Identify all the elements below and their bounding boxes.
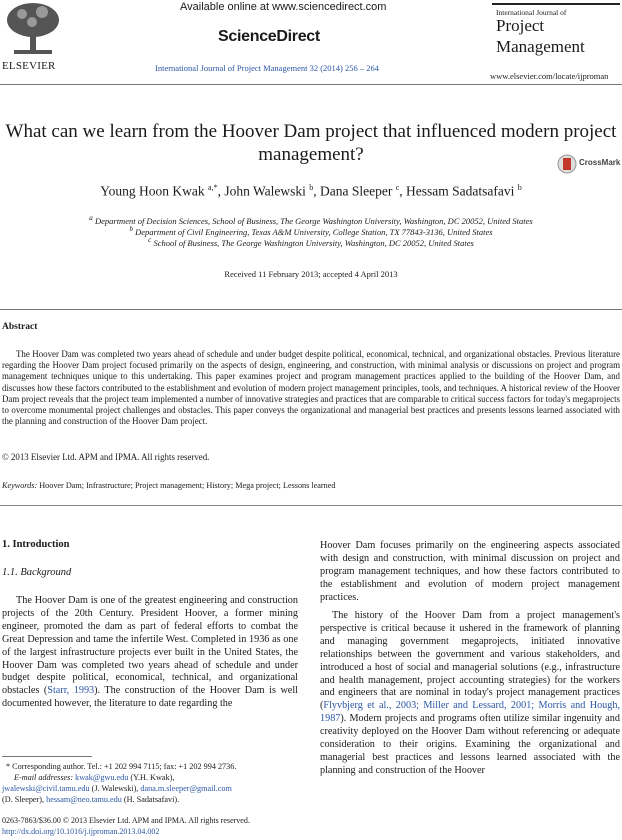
header-divider: [0, 84, 622, 85]
affiliation-sup: a: [89, 214, 93, 222]
elsevier-tree-logo: [2, 0, 64, 60]
keywords-label: Keywords:: [2, 481, 38, 490]
footnote-rule: [2, 756, 92, 757]
citation-link[interactable]: Starr, 1993: [47, 685, 95, 697]
crossmark-icon: [557, 153, 577, 175]
issn-block: [2, 815, 250, 837]
keywords-line: [2, 481, 335, 490]
email-owner: (H. Sadatsafavi).: [123, 795, 180, 804]
subsection-heading: 1.1. Background: [2, 567, 72, 578]
received-dates: Received 11 February 2013; accepted 4 April 2013: [224, 269, 398, 279]
citation-link[interactable]: Flyvbjerg et al., 2003; Miller and Lessard, 2001; Morris and Hough, 1987: [320, 700, 620, 725]
corresponding-author: * Corresponding author. Tel.: +1 202 994 7115; fax: +1 202 994 2736.: [6, 762, 237, 771]
sciencedirect-logo[interactable]: ScienceDirect: [218, 28, 320, 45]
left-column-paragraph: [2, 595, 298, 711]
email-owner: (Y.H. Kwak),: [130, 773, 175, 782]
body-divider: [0, 505, 622, 506]
abstract-body: The Hoover Dam was completed two years ahead of schedule and under budget despite political, economical, technical, and organizational obstacles. Previous literature regarding the Hoover Dam project focused primarily on the aspects of design, engineering, and construction, with minimal analysis or discussions on project and program management techniques unique to this undertaking. This paper examines project and program management practices applied to the building of the Hoover Dam, and discusses how these factors contributed to the establishment and evolution of modern project management principles, tools, and techniques. A historical review of the Hoover Dam project reveals that the project team implemented a number of innovative strategies and practices that are comparable to critical success factors for today's megaprojects to overcome monumental project challenges and obstacles. This paper conveys the organizational and managerial best practices and presents lessons learned associated with the planning and construction of the Hoover Dam project.: [2, 349, 620, 427]
email-owner: (D. Sleeper),: [2, 795, 45, 804]
right-column-paragraph: [320, 610, 620, 778]
abstract-heading: Abstract: [2, 322, 38, 332]
section-heading: 1. Introduction: [2, 539, 70, 550]
journal-reference-link[interactable]: International Journal of Project Management 32 (2014) 256 – 264: [155, 63, 380, 73]
crossmark-badge[interactable]: [557, 153, 621, 175]
author-sup: b: [517, 183, 522, 192]
keywords-text: Hoover Dam; Infrastructure; Project management; History; Mega project; Lessons learned: [39, 481, 336, 490]
affiliation-sup: b: [129, 225, 133, 233]
email-link[interactable]: hessam@neo.tamu.edu: [46, 795, 122, 804]
doi-link[interactable]: http://dx.doi.org/10.1016/j.ijproman.2013.04.002: [2, 827, 160, 836]
abstract-divider: [0, 309, 622, 310]
author-name: Hessam Sadatsafavi: [406, 183, 515, 199]
article-title: What can we learn from the Hoover Dam project that influenced modern project management?: [5, 121, 617, 165]
author-sup: b: [309, 183, 314, 192]
email-link[interactable]: jwalewski@civil.tamu.edu: [2, 784, 90, 793]
abstract-copyright: © 2013 Elsevier Ltd. APM and IPMA. All rights reserved.: [2, 452, 210, 462]
journal-box-line2: Management: [496, 37, 585, 56]
journal-box-small: International Journal of: [496, 8, 567, 17]
email-link[interactable]: dana.m.sleeper@gmail.com: [140, 784, 232, 793]
affiliation-text: Department of Civil Engineering, Texas A&M University, College Station, TX 77843-3136, United States: [135, 226, 493, 237]
affiliation: [0, 236, 622, 248]
author-list: Young Hoon Kwak $^{a,*}$, John Walewski $^b$, Dana Sleeper $^c$, Hessam Sadatsafavi $^b$: [100, 183, 522, 199]
affiliation-sup: c: [148, 236, 152, 244]
affiliation-text: Department of Decision Sciences, School of Business, The George Washington University, Washington, DC 20052, United States: [94, 215, 533, 226]
author-name: Young Hoon Kwak: [100, 183, 205, 199]
paragraph-text: The Hoover Dam is one of the greatest engineering and construction projects of the 20th Century. President Hoover, a former mining engineer, promoted the dam as part of federal efforts to combat the Great Depression and tame the infertile West. Completed in 1936 as one of the largest infrastructure projects ever built in the United States, the Hoover Dam was completed two years ahead of schedule and under budget despite political, economical, technical, and organizational obstacles (: [2, 595, 298, 697]
journal-box-line1: Project: [496, 16, 545, 35]
email-label: E-mail addresses:: [14, 773, 74, 782]
author-sup: c: [395, 183, 400, 192]
available-online-text: Available online at www.sciencedirect.com: [180, 1, 387, 13]
paragraph-text: ). The construction of the Hoover Dam is well documented however, the literature to date regarding the: [2, 685, 298, 710]
email-owner: (J. Walewski),: [91, 784, 139, 793]
right-column-paragraph: Hoover Dam focuses primarily on the engineering aspects associated with design and construction, with minimal discussion on project and program management techniques, and how these factors contributed to the establishment and evolution of modern project management practices.: [320, 540, 620, 603]
author-name: Dana Sleeper: [320, 183, 393, 199]
issn-line: 0263-7863/$36.00 © 2013 Elsevier Ltd. APM and IPMA. All rights reserved.: [2, 816, 250, 825]
author-sup: a,*: [208, 183, 218, 192]
footnote: [2, 761, 298, 805]
author-name: John Walewski: [224, 183, 306, 199]
journal-url-link[interactable]: www.elsevier.com/locate/ijproman: [490, 71, 609, 81]
email-link[interactable]: kwak@gwu.edu: [75, 773, 129, 782]
publisher-name: ELSEVIER: [2, 60, 56, 72]
crossmark-label: CrossMark: [579, 158, 621, 167]
affiliation-text: School of Business, The George Washington University, Washington, DC 20052, United States: [153, 237, 474, 248]
paragraph-text: The history of the Hoover Dam from a project management's perspective is critical because it ushered in the framework of planning and managing government megaprojects, initiated innovative relationships between the government and various stakeholders, and introduced a host of social and managerial solutions (e.g., infrastructure and health management, project accounting strategies) for the workers and engineers that are nominal in today's project management practices (: [320, 610, 620, 712]
paragraph-text: ). Modern projects and programs often utilize similar ingenuity and creativity deployed on the Hoover Dam without referencing or adequate consideration to their origins. Examining the organizational and managerial best practices and lessons learned associated with the planning and construction of the Hoover: [320, 713, 620, 776]
